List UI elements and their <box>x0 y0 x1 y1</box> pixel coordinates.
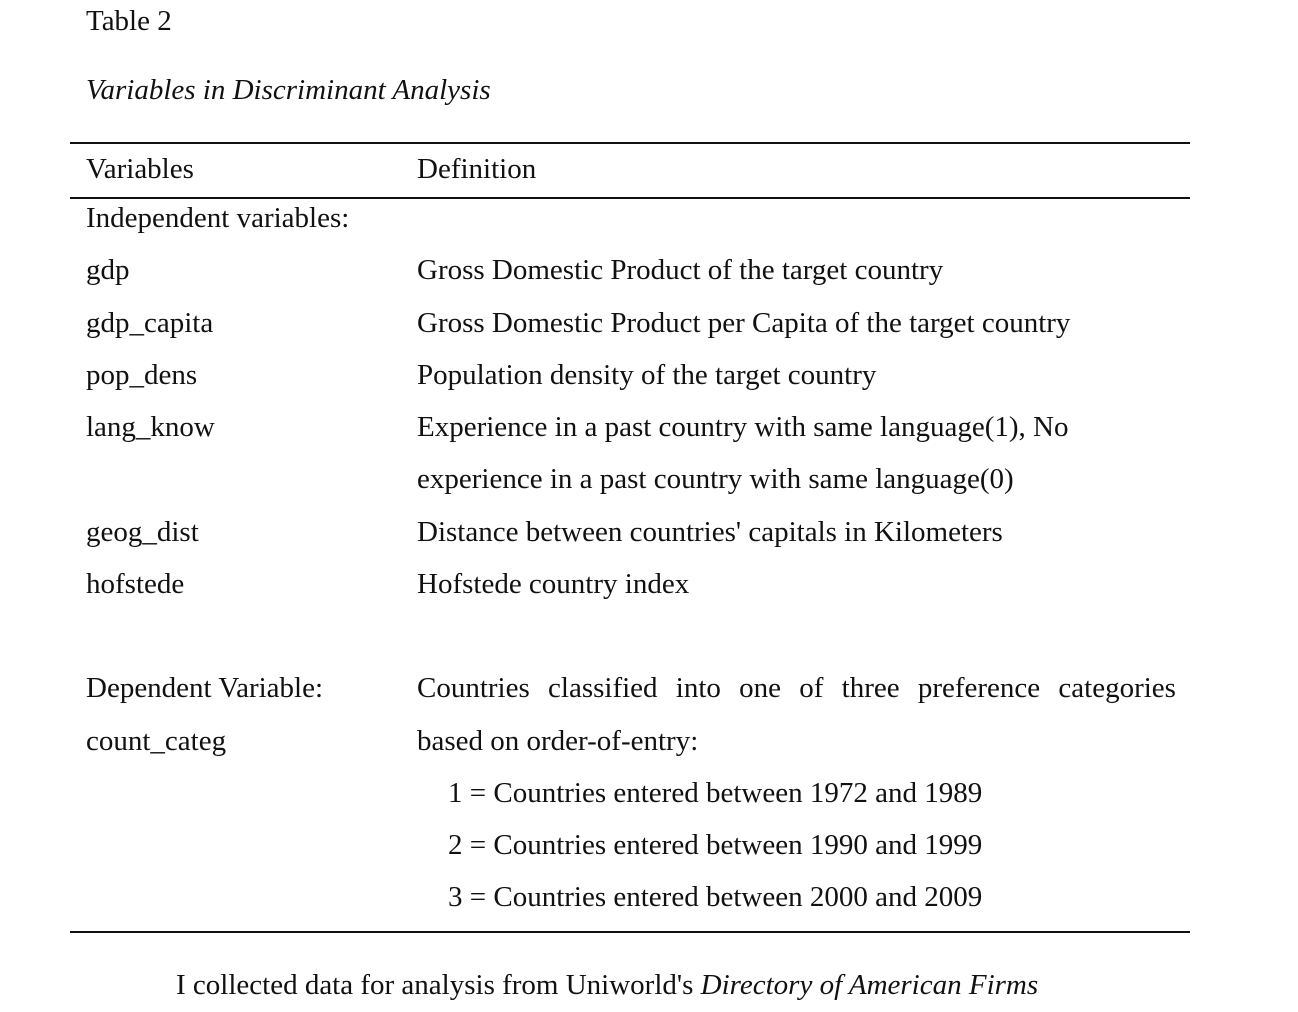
variable-definition: Population density of the target country <box>417 359 877 391</box>
variable-definition-continued: experience in a past country with same language(0) <box>417 463 1014 495</box>
variable-definition: Gross Domestic Product of the target country <box>417 254 944 286</box>
source-note <box>176 971 1038 1000</box>
variable-name: gdp_capita <box>86 307 214 339</box>
table-header-rule <box>70 197 1190 199</box>
table-bottom-rule <box>70 931 1190 933</box>
column-header-definition: Definition <box>417 153 537 185</box>
dependent-definition-continued: based on order-of-entry: <box>417 725 699 757</box>
dependent-variable-name: count_categ <box>86 725 227 757</box>
table-top-rule <box>70 142 1190 144</box>
category-item: 2 = Countries entered between 1990 and 1999 <box>448 829 983 861</box>
category-item: 3 = Countries entered between 2000 and 2009 <box>448 881 983 913</box>
definition-word: preference <box>917 672 1041 704</box>
dependent-variable-heading: Dependent Variable: <box>86 672 324 704</box>
source-note-text: I collected data for analysis from Uniworld's <box>176 969 701 1001</box>
variable-name: pop_dens <box>86 359 198 391</box>
variable-name: lang_know <box>86 411 215 443</box>
variable-name: hofstede <box>86 568 185 600</box>
definition-word: into <box>675 672 721 704</box>
variable-definition: Hofstede country index <box>417 568 690 600</box>
source-title: Directory of American Firms <box>700 969 1039 1001</box>
definition-word: of <box>799 672 824 704</box>
table-number: Table 2 <box>86 5 172 37</box>
variable-definition: Experience in a past country with same language(1), No <box>417 411 1069 443</box>
definition-word: classified <box>548 672 658 704</box>
definition-word: three <box>841 672 900 704</box>
variable-definition: Gross Domestic Product per Capita of the target country <box>417 307 1071 339</box>
independent-variables-heading: Independent variables: <box>86 202 350 234</box>
definition-word: Countries <box>417 672 530 704</box>
dependent-definition <box>417 674 1176 703</box>
table-title: Variables in Discriminant Analysis <box>86 74 491 106</box>
definition-word: one <box>739 672 781 704</box>
variable-name: geog_dist <box>86 516 199 548</box>
definition-word: categories <box>1058 672 1176 704</box>
column-header-variables: Variables <box>86 153 194 185</box>
category-item: 1 = Countries entered between 1972 and 1989 <box>448 777 983 809</box>
variable-name: gdp <box>86 254 130 286</box>
variable-definition: Distance between countries' capitals in Kilometers <box>417 516 1003 548</box>
